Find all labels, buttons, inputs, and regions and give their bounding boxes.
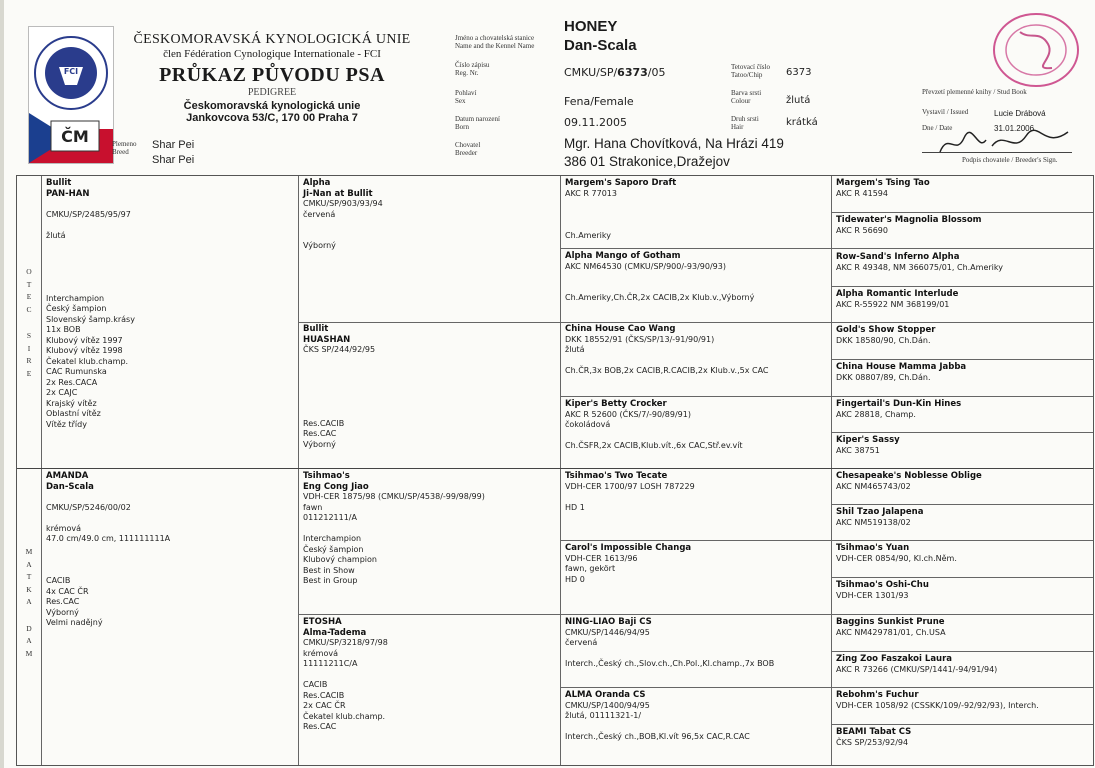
ancestor-detail: Res.CAC — [303, 429, 337, 438]
ancestor-detail: krémová — [303, 648, 338, 658]
ancestor-detail: Ch.ČSFR,2x CACIB,Klub.vít.,6x CAC,Stř.ev.vít — [565, 441, 743, 450]
date-label: Dne / Date — [922, 124, 953, 132]
great-great-grandparent-cell — [832, 578, 1094, 615]
hair-value: krátká — [786, 117, 818, 128]
great-great-grandparent-cell — [832, 725, 1094, 762]
great-great-grandparent-cell — [832, 541, 1094, 578]
sex-value: Fena/Female — [564, 95, 634, 108]
ancestor-detail: CAC Rumunska — [46, 367, 107, 376]
ancestor-name: ETOSHA — [303, 617, 342, 627]
side-letter: M — [25, 547, 33, 556]
side-letter: I — [27, 343, 31, 353]
born-label: Datum narození Born — [455, 115, 500, 131]
ancestor-detail: Interchampion — [303, 534, 362, 543]
ancestor-detail: AKC R 73266 (CMKU/SP/1441/-94/91/94) — [836, 664, 998, 674]
side-letter: R — [26, 356, 32, 365]
ancestor-detail: Vítěz třídy — [46, 419, 87, 429]
colour-value: žlutá — [786, 95, 811, 106]
ancestor-detail: VDH-CER 1613/96 — [565, 553, 638, 563]
ancestor-detail: 47.0 cm/49.0 cm, 111111111A — [46, 534, 171, 543]
fci-logo-text: FCI — [63, 67, 79, 76]
parent-cell — [42, 469, 298, 761]
ancestor-detail: 11111211C/A — [303, 659, 358, 668]
ancestor-detail: 011212111/A — [303, 513, 357, 522]
ancestor-kennel: Ji-Nan at Bullit — [303, 188, 373, 199]
ancestor-name: Margem's Saporo Draft — [565, 178, 677, 188]
ancestor-detail: CMKU/SP/2485/95/97 — [46, 209, 131, 219]
reg-prefix: CMKU/SP/ — [564, 66, 618, 79]
ancestor-detail: AKC 38751 — [836, 445, 880, 455]
ancestor-name: Baggins Sunkist Prune — [836, 617, 945, 627]
ancestor-name: Tsihmao's — [303, 471, 350, 481]
ancestor-kennel: HUASHAN — [303, 334, 351, 345]
fci-emblem-icon — [29, 27, 113, 163]
great-great-grandparent-cell — [832, 469, 1094, 506]
ancestor-detail — [303, 377, 556, 388]
issued-label: Vystavil / Issued — [922, 108, 969, 116]
ancestor-kennel: Eng Cong Jiao — [303, 481, 369, 492]
tattoo-label: Tetovací číslo Tatoo/Chip — [731, 63, 770, 79]
ancestor-detail: ČKS SP/253/92/94 — [836, 737, 909, 747]
reg-label: Číslo zápisu Reg. Nr. — [455, 61, 490, 77]
ancestor-detail — [565, 722, 827, 733]
ancestor-detail — [565, 431, 827, 442]
reg-num: 6373 — [617, 66, 648, 79]
ancestor-detail: Ch.ČR,3x BOB,2x CACIB,R.CACIB,2x Klub.v.,5x CAC — [565, 366, 769, 375]
ancestor-detail: Výborný — [46, 607, 79, 617]
sex-label: Pohlaví Sex — [455, 89, 477, 105]
ancestor-detail: Čekatel klub.champ. — [303, 711, 386, 721]
parent-cell — [42, 176, 298, 468]
ancestor-detail — [565, 210, 827, 221]
ancestor-detail: 11x BOB — [46, 325, 81, 334]
studbook-label: Převzetí plemenné knihy / Stud Book — [922, 88, 1027, 96]
great-great-grandparent-cell — [832, 213, 1094, 250]
org-header — [112, 32, 432, 124]
side-letter: D — [26, 623, 32, 633]
great-great-grandparent-cell — [832, 397, 1094, 434]
dam-side-label — [17, 546, 41, 660]
ancestor-detail: 2x CAC ČR — [303, 701, 346, 710]
ancestor-detail — [565, 272, 827, 283]
ancestor-detail: AKC R 41594 — [836, 188, 888, 198]
ancestor-detail: VDH-CER 0854/90, Kl.ch.Něm. — [836, 553, 957, 563]
ancestor-kennel: Alma-Tadema — [303, 627, 367, 638]
ancestor-name: Row-Sand's Inferno Alpha — [836, 252, 960, 262]
breed-en: Shar Pei — [152, 154, 195, 166]
ancestor-name: Kiper's Sassy — [836, 435, 900, 445]
ancestor-detail: CMKU/SP/1446/94/95 — [565, 627, 650, 637]
ancestor-detail — [46, 283, 294, 294]
grandparent-cell — [299, 469, 560, 615]
ancestor-detail: VDH-CER 1875/98 (CMKU/SP/4538/-99/98/99) — [303, 492, 485, 501]
ancestor-detail — [303, 387, 556, 398]
ancestor-name: BEAMI Tabat CS — [836, 727, 912, 737]
ancestor-detail: HD 0 — [565, 574, 585, 584]
ancestor-detail: 4x CAC ČR — [46, 586, 89, 596]
doc-title: PRŮKAZ PŮVODU PSA — [159, 64, 385, 86]
great-great-grandparent-cell — [832, 505, 1094, 542]
ancestor-detail: AKC NM519138/02 — [836, 517, 911, 527]
ancestor-detail: CMKU/SP/903/93/94 — [303, 199, 383, 208]
ancestor-detail: AKC NM64530 (CMKU/SP/900/-93/90/93) — [565, 261, 726, 271]
ancestor-detail: Ch.Ameriky — [565, 230, 611, 240]
ancestor-detail: DKK 18552/91 (ČKS/SP/13/-91/90/91) — [565, 334, 715, 344]
side-letter: A — [26, 636, 32, 645]
reg-suffix: /05 — [647, 66, 666, 79]
ancestor-detail: CMKU/SP/3218/97/98 — [303, 638, 388, 647]
ancestor-detail — [303, 356, 556, 367]
ancestor-detail: žlutá — [46, 230, 66, 240]
ancestor-detail — [303, 670, 556, 681]
ancestor-detail — [565, 356, 827, 367]
ancestor-detail: Res.CAC — [303, 722, 337, 731]
dog-kennel: Dan-Scala — [564, 37, 637, 54]
ancestor-kennel: Dan-Scala — [46, 481, 94, 492]
great-grandparent-cell — [561, 469, 831, 540]
great-grandparent-cell — [561, 249, 831, 322]
org-member: člen Fédération Cynologique Internationale - FCI — [163, 48, 381, 60]
ancestor-detail: VDH-CER 1301/93 — [836, 590, 909, 600]
ancestor-detail: AKC NM429781/01, Ch.USA — [836, 627, 946, 637]
side-letter: K — [26, 584, 32, 594]
ancestor-kennel: PAN-HAN — [46, 188, 90, 199]
ancestor-detail: CMKU/SP/1400/94/95 — [565, 700, 650, 710]
ancestor-name: Tsihmao's Yuan — [836, 543, 910, 553]
ancestor-name: Shil Tzao Jalapena — [836, 507, 924, 517]
side-letter: T — [26, 279, 32, 289]
great-great-grandparent-cell — [832, 250, 1094, 287]
ancestor-detail — [565, 199, 827, 210]
ancestor-detail: Český šampion — [46, 304, 107, 313]
svg-text:ČM: ČM — [61, 127, 89, 146]
great-great-grandparent-cell — [832, 688, 1094, 725]
ancestor-detail: AKC 28818, Champ. — [836, 409, 916, 419]
side-letter: M — [25, 648, 33, 658]
great-great-grandparent-cell — [832, 433, 1094, 470]
breeder-line-2: 386 01 Strakonice,Dražejov — [564, 154, 730, 169]
ancestor-detail: Ch.Ameriky,Ch.ČR,2x CACIB,2x Klub.v.,Výborný — [565, 293, 755, 302]
great-great-grandparent-cell — [832, 652, 1094, 689]
ancestor-name: China House Cao Wang — [565, 324, 676, 334]
ancestor-name: Gold's Show Stopper — [836, 325, 936, 335]
great-grandparent-cell — [561, 541, 831, 614]
ancestor-detail — [303, 398, 556, 409]
ancestor-name: Carol's Impossible Changa — [565, 543, 692, 553]
ancestor-detail — [303, 408, 556, 419]
reg-number — [564, 66, 666, 79]
ancestor-detail: červená — [303, 209, 336, 219]
issue-date: 31.01.2006 — [994, 124, 1035, 133]
ancestor-name: Zing Zoo Faszakoi Laura — [836, 654, 953, 664]
dog-name-label: Jméno a chovatelská stanice Name and the Kennel Name — [455, 34, 535, 50]
side-letter: E — [26, 292, 32, 301]
side-letter: E — [26, 368, 32, 378]
ancestor-detail — [46, 555, 294, 566]
ancestor-detail: AKC NM465743/02 — [836, 481, 911, 491]
pedigree-table — [16, 175, 1094, 766]
side-letter: C — [26, 304, 32, 314]
great-great-grandparent-cell — [832, 323, 1094, 360]
ancestor-detail: AKC R 49348, NM 366075/01, Ch.Ameriky — [836, 262, 1003, 272]
ancestor-detail: Čekatel klub.champ. — [46, 356, 129, 366]
ancestor-detail — [46, 273, 294, 284]
ancestor-detail: CACIB — [303, 680, 328, 689]
ancestor-name: AMANDA — [46, 471, 89, 481]
tattoo-value: 6373 — [786, 67, 812, 78]
ancestor-detail — [46, 545, 294, 556]
ancestor-detail: červená — [565, 638, 598, 647]
ancestor-detail — [565, 649, 827, 660]
great-great-grandparent-cell — [832, 615, 1094, 652]
ancestor-detail — [303, 524, 556, 535]
ancestor-detail: Res.CAC — [46, 597, 80, 606]
ancestor-name: NING-LIAO Baji CS — [565, 617, 652, 627]
great-grandparent-cell — [561, 688, 831, 766]
ancestor-detail: AKC R 56690 — [836, 225, 888, 235]
ancestor-detail — [46, 513, 294, 524]
ancestor-detail: žlutá — [565, 345, 585, 354]
ancestor-detail: Výborný — [303, 241, 336, 250]
ancestor-name: ALMA Oranda CS — [565, 690, 646, 700]
official-stamp-icon — [990, 10, 1082, 90]
ancestor-detail: DKK 08807/89, Ch.Dán. — [836, 372, 931, 382]
side-letter: T — [26, 572, 32, 581]
ancestor-detail: Interchampion — [46, 293, 105, 303]
breeder-line-1: Mgr. Hana Chovítková, Na Hrázi 419 — [564, 136, 784, 151]
ancestor-detail: CACIB — [46, 576, 71, 585]
ancestor-name: Chesapeake's Noblesse Oblige — [836, 471, 982, 481]
side-letter: A — [26, 597, 32, 606]
ancestor-detail — [303, 220, 556, 231]
side-letter: S — [26, 331, 32, 340]
ancestor-name: China House Mamma Jabba — [836, 362, 967, 372]
ancestor-detail: CMKU/SP/5246/00/02 — [46, 502, 131, 512]
ancestor-detail: fawn — [303, 502, 323, 512]
ancestor-detail: Klubový champion — [303, 555, 377, 564]
ancestor-detail: AKC R 52600 (ČKS/7/-90/89/91) — [565, 409, 691, 419]
ancestor-detail — [46, 220, 294, 231]
ancestor-detail — [303, 366, 556, 377]
ancestor-detail: Oblastní vítěz — [46, 409, 101, 418]
ancestor-name: Rebohm's Fuchur — [836, 690, 919, 700]
breed-cz: Shar Pei — [152, 139, 195, 151]
breeder-signature-icon — [934, 126, 1074, 158]
ancestor-name: Alpha Mango of Gotham — [565, 251, 681, 261]
ancestor-detail: krémová — [46, 523, 81, 533]
ancestor-detail: Best in Show — [303, 565, 355, 575]
ancestor-name: Bullit — [46, 178, 72, 188]
dog-name: HONEY — [564, 18, 618, 35]
ancestor-name: Alpha Romantic Interlude — [836, 289, 959, 299]
ancestor-detail — [303, 231, 556, 242]
page-edge — [0, 0, 4, 768]
ancestor-detail: Klubový vítěz 1997 — [46, 335, 123, 345]
ancestor-detail — [46, 262, 294, 273]
ancestor-name: Tsihmao's Two Tecate — [565, 471, 668, 481]
grandparent-cell — [299, 615, 560, 761]
ancestor-name: Tidewater's Magnolia Blossom — [836, 215, 982, 225]
sire-side-label — [17, 266, 41, 380]
breed-label: Plemeno Breed — [112, 140, 137, 156]
ancestor-detail: AKC R 77013 — [565, 188, 617, 198]
ancestor-detail: VDH-CER 1058/92 (CSSKK/109/-92/92/93), Interch. — [836, 700, 1039, 710]
ancestor-name: Tsihmao's Oshi-Chu — [836, 580, 929, 590]
great-grandparent-cell — [561, 322, 831, 397]
great-grandparent-cell — [561, 615, 831, 687]
ancestor-detail: AKC R-55922 NM 368199/01 — [836, 299, 950, 309]
great-great-grandparent-cell — [832, 360, 1094, 397]
ancestor-detail: čokoládová — [565, 420, 611, 429]
ancestor-detail: 2x CAJC — [46, 388, 78, 397]
ancestor-detail — [46, 241, 294, 252]
born-value: 09.11.2005 — [564, 116, 627, 129]
ancestor-detail: Res.CACIB — [303, 690, 345, 700]
ancestor-detail — [565, 220, 827, 231]
great-grandparent-cell — [561, 397, 831, 468]
grandparent-cell — [299, 322, 560, 468]
breeder-label: Chovatel Breeder — [455, 141, 481, 157]
ancestor-detail: HD 1 — [565, 502, 585, 512]
ancestor-detail: Res.CACIB — [303, 418, 345, 428]
ancestor-name: Bullit — [303, 324, 329, 334]
ancestor-detail: DKK 18580/90, Ch.Dán. — [836, 335, 931, 345]
hair-label: Druh srsti Hair — [731, 115, 759, 131]
ancestor-detail: 2x Res.CACA — [46, 377, 98, 387]
ancestor-detail: ČKS SP/244/92/95 — [303, 345, 376, 354]
ancestor-detail: Výborný — [303, 439, 336, 449]
ancestor-detail — [46, 492, 294, 503]
great-great-grandparent-cell — [832, 176, 1094, 213]
ancestor-detail: fawn, gekört — [565, 564, 616, 573]
ancestor-name: Alpha — [303, 178, 331, 188]
ancestor-detail: VDH-CER 1700/97 LOSH 787229 — [565, 481, 695, 491]
ancestor-detail: Interch.,Český ch.,BOB,Kl.vít 96,5x CAC,R.CAC — [565, 732, 750, 741]
great-great-grandparent-cell — [832, 287, 1094, 324]
ancestor-detail — [565, 283, 827, 294]
ancestor-detail: Best in Group — [303, 576, 358, 585]
cmku-logo — [28, 26, 114, 164]
ancestor-detail: Klubový vítěz 1998 — [46, 346, 123, 355]
ancestor-detail: Velmi nadějný — [46, 618, 103, 627]
grandparent-cell — [299, 176, 560, 322]
ancestor-detail — [46, 252, 294, 263]
ancestor-detail — [46, 566, 294, 577]
ancestor-detail — [46, 199, 294, 210]
ancestor-name: Kiper's Betty Crocker — [565, 399, 667, 409]
ancestor-detail — [565, 492, 827, 503]
ancestor-detail: Český šampion — [303, 544, 364, 554]
ancestor-detail: Interch.,Český ch.,Slov.ch.,Ch.Pol.,Kl.champ.,7x BOB — [565, 659, 775, 668]
colour-label: Barva srsti Colour — [731, 89, 762, 105]
side-letter: A — [26, 559, 32, 569]
org-address-2: Jankovcova 53/C, 170 00 Praha 7 — [186, 112, 358, 124]
great-grandparent-cell — [561, 176, 831, 248]
ancestor-detail: Slovenský šamp.krásy — [46, 314, 135, 324]
side-letter: O — [26, 267, 32, 276]
ancestor-detail: žlutá, 01111321-1/ — [565, 711, 642, 720]
sign-label: Podpis chovatele / Breeder's Sign. — [962, 156, 1058, 164]
org-address-1: Českomoravská kynologická unie — [183, 100, 361, 112]
org-name: ČESKOMORAVSKÁ KYNOLOGICKÁ UNIE — [133, 32, 411, 47]
ancestor-name: Fingertail's Dun-Kin Hines — [836, 399, 962, 409]
issued-by: Lucie Drábová — [994, 109, 1046, 118]
doc-subtitle: PEDIGREE — [247, 87, 297, 98]
ancestor-detail: Krajský vítěz — [46, 398, 97, 408]
ancestor-name: Margem's Tsing Tao — [836, 178, 930, 188]
